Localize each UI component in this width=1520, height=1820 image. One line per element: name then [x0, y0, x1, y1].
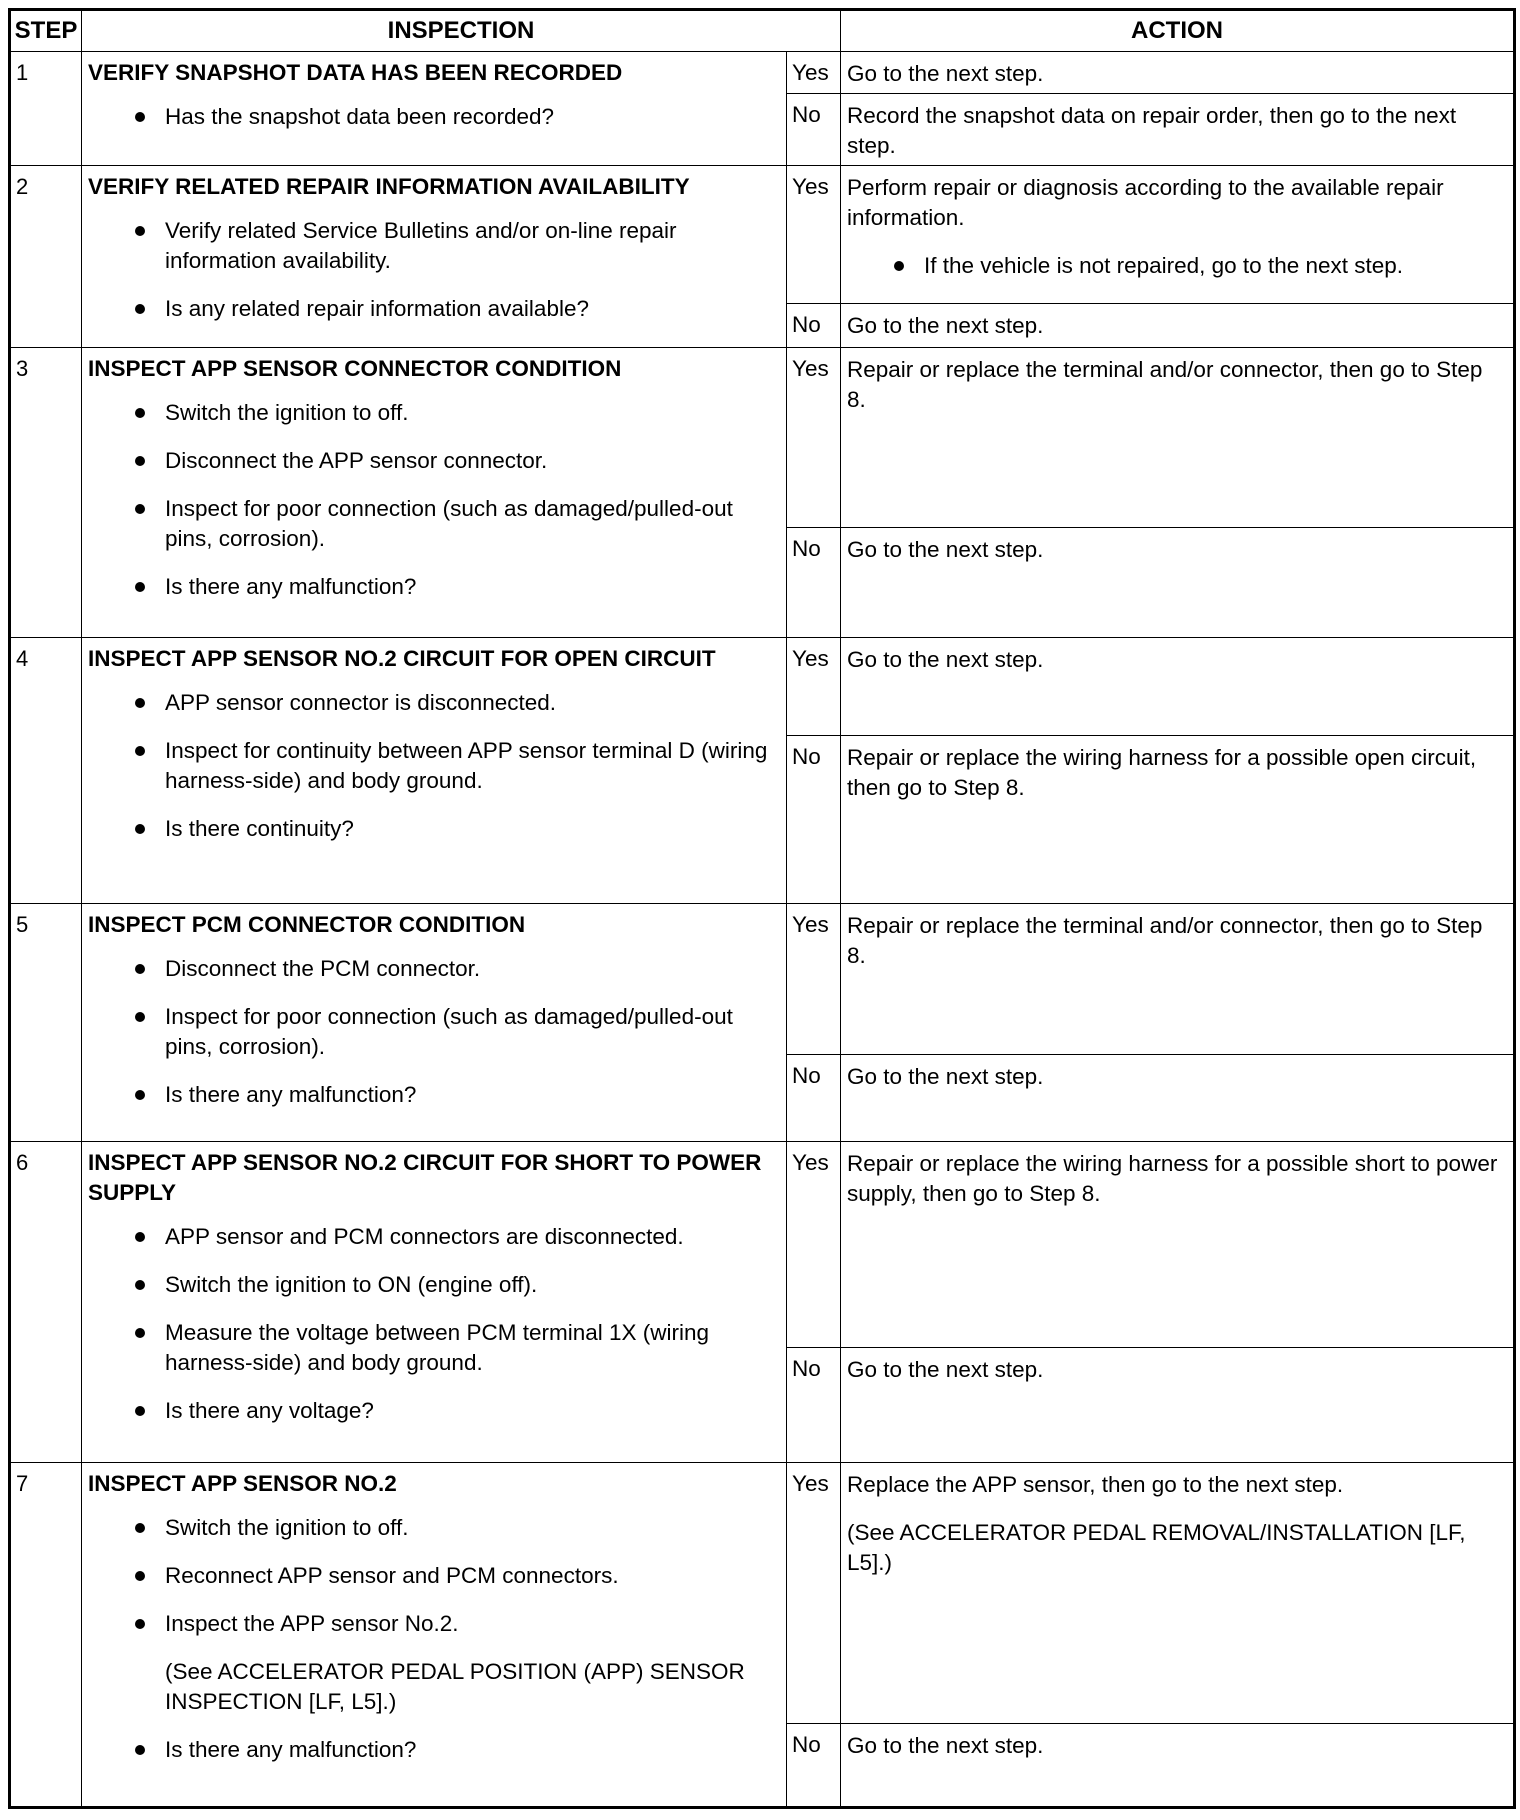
table-row-step-1-yes	[10, 52, 1515, 94]
inspection-bullet: Inspect for poor connection (such as damaged/pulled-out pins, corrosion).	[88, 1002, 780, 1062]
yes-action-text: Repair or replace the wiring harness for a possible short to power supply, then go to Step 8.	[847, 1151, 1498, 1206]
inspection-bullet: Inspect for poor connection (such as damaged/pulled-out pins, corrosion).	[88, 494, 780, 554]
yes-action-text: Perform repair or diagnosis according to the available repair information.	[847, 175, 1444, 231]
no-action	[841, 304, 1515, 348]
header-inspection: INSPECTION	[82, 10, 841, 52]
yes-action-text: Replace the APP sensor, then go to the next step.	[847, 1471, 1344, 1497]
inspection-bullet: Is there any malfunction?	[88, 1080, 780, 1110]
inspection-bullet: Inspect the APP sensor No.2.	[88, 1609, 780, 1639]
step-inspection	[82, 347, 787, 637]
step-inspection	[82, 1462, 787, 1807]
inspection-bullet: Switch the ignition to off.	[88, 398, 780, 428]
yes-label: Yes	[787, 1142, 841, 1348]
inspection-bullet: Verify related Service Bulletins and/or on-line repair information availability.	[88, 216, 780, 276]
yes-action-note: (See ACCELERATOR PEDAL REMOVAL/INSTALLATION [LF, L5].)	[847, 1519, 1466, 1575]
diagnostic-procedure-table	[8, 8, 1516, 1809]
inspection-bullet: APP sensor connector is disconnected.	[88, 688, 780, 718]
step-number: 2	[10, 166, 82, 348]
yes-action-bullet: If the vehicle is not repaired, go to the next step.	[847, 251, 1507, 281]
inspection-bullet: Disconnect the PCM connector.	[88, 954, 780, 984]
no-label: No	[787, 94, 841, 166]
step-number: 7	[10, 1462, 82, 1807]
no-action-text: Record the snapshot data on repair order, then go to the next step.	[847, 103, 1457, 159]
inspection-bullet: Switch the ignition to ON (engine off).	[88, 1270, 780, 1300]
inspection-bullet: Inspect for continuity between APP sensor terminal D (wiring harness-side) and body ground.	[88, 736, 780, 796]
table-row-step-3-yes	[10, 347, 1515, 528]
no-action	[841, 735, 1515, 903]
step-number: 3	[10, 347, 82, 637]
no-action-text: Go to the next step.	[847, 1356, 1044, 1382]
table-row-step-6-yes	[10, 1142, 1515, 1348]
inspection-bullet: Is there any malfunction?	[88, 572, 780, 602]
table-row-step-7-yes	[10, 1462, 1515, 1723]
step-number: 1	[10, 52, 82, 166]
step-number: 6	[10, 1142, 82, 1463]
yes-action	[841, 1462, 1515, 1723]
step-title: INSPECT APP SENSOR NO.2 CIRCUIT FOR OPEN CIRCUIT	[88, 645, 716, 671]
yes-action	[841, 637, 1515, 735]
yes-action	[841, 904, 1515, 1054]
step-inspection	[82, 637, 787, 904]
yes-label: Yes	[787, 52, 841, 94]
inspection-bullet: Is there any malfunction?	[88, 1735, 780, 1765]
yes-label: Yes	[787, 637, 841, 735]
step-inspection	[82, 904, 787, 1142]
inspection-bullet: Is any related repair information available?	[88, 294, 780, 324]
inspection-bullet: Switch the ignition to off.	[88, 1513, 780, 1543]
yes-action	[841, 52, 1515, 94]
yes-label: Yes	[787, 347, 841, 528]
yes-action-text: Go to the next step.	[847, 61, 1044, 86]
step-inspection	[82, 166, 787, 348]
step-title: INSPECT PCM CONNECTOR CONDITION	[88, 912, 526, 938]
no-label: No	[787, 1723, 841, 1807]
inspection-bullet: APP sensor and PCM connectors are disconnected.	[88, 1222, 780, 1252]
inspection-bullet: Disconnect the APP sensor connector.	[88, 446, 780, 476]
header-step: STEP	[10, 10, 82, 52]
inspection-bullet: Reconnect APP sensor and PCM connectors.	[88, 1561, 780, 1591]
yes-action-text: Repair or replace the terminal and/or connector, then go to Step 8.	[847, 356, 1483, 412]
yes-action-text: Go to the next step.	[847, 646, 1044, 672]
header-action: ACTION	[841, 10, 1515, 52]
step-number: 5	[10, 904, 82, 1142]
no-label: No	[787, 1347, 841, 1462]
diagnostic-table-sheet	[8, 8, 1513, 1809]
no-label: No	[787, 735, 841, 903]
no-label: No	[787, 1054, 841, 1141]
step-inspection	[82, 1142, 787, 1463]
table-row-step-2-yes	[10, 166, 1515, 304]
no-action	[841, 1054, 1515, 1141]
step-inspection	[82, 52, 787, 166]
table-header-row	[10, 10, 1515, 52]
yes-label: Yes	[787, 166, 841, 304]
no-action-text: Repair or replace the wiring harness for a possible open circuit, then go to Step 8.	[847, 744, 1477, 800]
step-title: VERIFY SNAPSHOT DATA HAS BEEN RECORDED	[88, 60, 623, 85]
step-title: VERIFY RELATED REPAIR INFORMATION AVAILABILITY	[88, 174, 690, 200]
step-number: 4	[10, 637, 82, 904]
no-action	[841, 1347, 1515, 1462]
no-action-text: Go to the next step.	[847, 537, 1044, 563]
no-label: No	[787, 304, 841, 348]
table-row-step-5-yes	[10, 904, 1515, 1054]
no-action	[841, 528, 1515, 637]
inspection-bullet: Is there any voltage?	[88, 1396, 780, 1426]
step-title: INSPECT APP SENSOR NO.2 CIRCUIT FOR SHORT TO POWER SUPPLY	[88, 1150, 762, 1205]
no-label: No	[787, 528, 841, 637]
no-action	[841, 94, 1515, 166]
inspection-note: (See ACCELERATOR PEDAL POSITION (APP) SENSOR INSPECTION [LF, L5].)	[165, 1658, 745, 1714]
no-action-text: Go to the next step.	[847, 1732, 1044, 1758]
inspection-bullet: Has the snapshot data been recorded?	[88, 102, 780, 132]
inspection-bullet: Is there continuity?	[88, 814, 780, 844]
yes-label: Yes	[787, 904, 841, 1054]
yes-action	[841, 166, 1515, 304]
inspection-bullet: Measure the voltage between PCM terminal 1X (wiring harness-side) and body ground.	[88, 1318, 780, 1378]
yes-action	[841, 1142, 1515, 1348]
no-action	[841, 1723, 1515, 1807]
table-row-step-4-yes	[10, 637, 1515, 735]
yes-label: Yes	[787, 1462, 841, 1723]
step-title: INSPECT APP SENSOR CONNECTOR CONDITION	[88, 355, 622, 381]
no-action-text: Go to the next step.	[847, 313, 1044, 338]
yes-action	[841, 347, 1515, 528]
no-action-text: Go to the next step.	[847, 1063, 1044, 1089]
step-title: INSPECT APP SENSOR NO.2	[88, 1470, 397, 1496]
yes-action-text: Repair or replace the terminal and/or connector, then go to Step 8.	[847, 913, 1483, 969]
